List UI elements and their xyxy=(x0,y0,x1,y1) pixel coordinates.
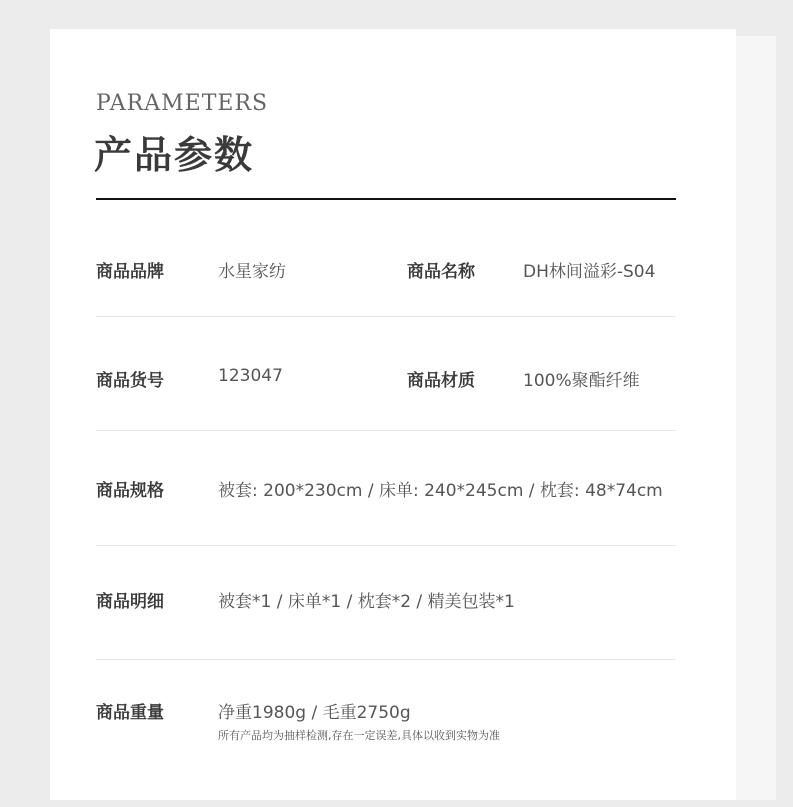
brand-label: 商品品牌 xyxy=(96,262,164,282)
row-divider xyxy=(96,430,676,431)
background-panel xyxy=(736,36,776,800)
param-row-item-material xyxy=(96,366,676,406)
parameters-card xyxy=(50,29,736,800)
detail-label: 商品明细 xyxy=(96,592,164,612)
section-title-en: PARAMETERS xyxy=(96,91,269,116)
weight-value: 净重1980g / 毛重2750g xyxy=(218,703,411,723)
section-title-cn: 产品参数 xyxy=(94,132,255,177)
spec-value: 被套: 200*230cm / 床单: 240*245cm / 枕套: 48*74cm xyxy=(218,481,663,501)
product-name-value: DH林间溢彩-S04 xyxy=(523,262,656,282)
spec-label: 商品规格 xyxy=(96,481,164,501)
weight-disclaimer: 所有产品均为抽样检测,存在一定误差,具体以收到实物为准 xyxy=(218,729,500,742)
title-divider xyxy=(96,198,676,200)
row-divider xyxy=(96,316,676,317)
param-row-spec xyxy=(96,476,676,516)
row-divider xyxy=(96,659,676,660)
item-number-value: 123047 xyxy=(218,366,283,386)
param-row-weight xyxy=(96,698,676,748)
param-row-brand-name xyxy=(96,257,676,297)
product-name-label: 商品名称 xyxy=(407,262,475,282)
row-divider xyxy=(96,545,676,546)
material-label: 商品材质 xyxy=(407,371,475,391)
brand-value: 水星家纺 xyxy=(218,262,286,282)
param-row-detail xyxy=(96,587,676,627)
item-number-label: 商品货号 xyxy=(96,371,164,391)
weight-label: 商品重量 xyxy=(96,703,164,723)
material-value: 100%聚酯纤维 xyxy=(523,371,640,391)
detail-value: 被套*1 / 床单*1 / 枕套*2 / 精美包装*1 xyxy=(218,592,515,612)
